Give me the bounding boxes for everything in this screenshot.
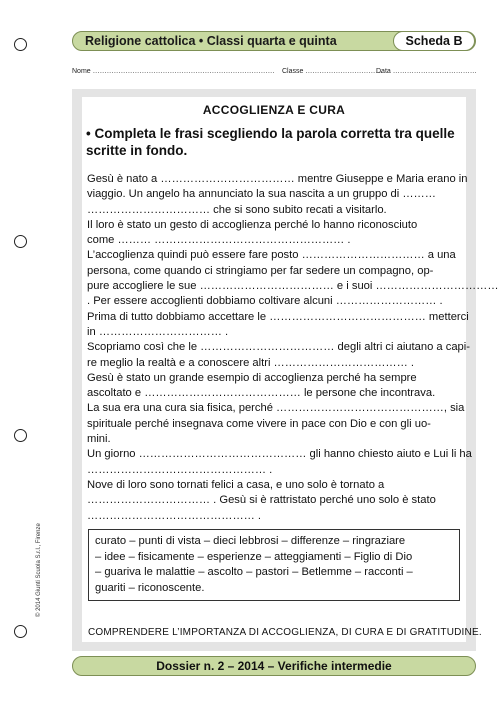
header-title: Religione cattolica • Classi quarta e quinta — [85, 34, 337, 48]
text-line: Scopriamo così che le ……………………………… degli altri ci aiutano a capi- — [87, 341, 470, 354]
text-line: Gesù è nato a ……………………………… mentre Giuseppe e Maria erano in — [87, 173, 468, 185]
worksheet-frame — [72, 89, 499, 651]
text-line: L’accoglienza quindi può essere fare posto …………………………… a una — [87, 249, 456, 262]
text-line: pure accogliere le sue ……………………………… e i suoi …………………………… — [87, 280, 499, 293]
learning-objective: COMPRENDERE L’IMPORTANZA DI ACCOGLIENZA, DI CURA E DI GRATITUDINE. — [88, 627, 482, 638]
binder-hole-2 — [14, 235, 27, 248]
date-field[interactable]: Data ……………………………… — [376, 68, 477, 75]
binder-hole-3 — [14, 429, 27, 442]
class-field[interactable]: Classe …………………………… — [282, 68, 383, 75]
text-line: ascoltato e …………………………………… le persone che incontrava. — [87, 387, 436, 400]
worksheet-title: ACCOGLIENZA E CURA — [202, 103, 346, 117]
text-line: persona, come quando ci stringiamo per far sedere un compagno, op- — [87, 264, 434, 277]
exercise-text — [87, 172, 499, 524]
word-bank-line: – guariva le malattie – ascolto – pastori – Betlemme – racconti – — [95, 566, 413, 579]
text-line: come ……… …………………………………………… . — [87, 234, 351, 247]
text-line: ……………………………………… . — [87, 509, 262, 522]
copyright-notice: © 2014 Giunti Scuola S.r.l., Firenze — [36, 523, 42, 617]
word-bank-line: – idee – fisicamente – esperienze – atteggiamenti – Figlio di Dio — [95, 550, 413, 563]
name-field[interactable]: Nome …………………………………………………………………… — [72, 68, 275, 75]
header-bar — [72, 31, 476, 51]
text-line: . Per essere accoglienti dobbiamo coltivare alcuni ……………………… . — [87, 295, 443, 308]
text-line: mini. — [87, 433, 111, 446]
instruction — [86, 125, 464, 159]
text-line: Gesù è stato un grande esempio di accoglienza perché ha sempre — [87, 371, 417, 384]
text-line: Prima di tutto dobbiamo accettare le …………………………………… metterci — [87, 310, 469, 323]
binder-hole-1 — [14, 38, 27, 51]
footer-bar: Dossier n. 2 – 2014 – Verifiche intermedie — [72, 656, 476, 676]
text-line: Un giorno ……………………………………… gli hanno chiesto aiuto e Lui li ha — [87, 448, 472, 461]
scheda-label: Scheda B — [393, 31, 475, 51]
text-line: Nove di loro sono tornati felici a casa, e uno solo è tornato a — [87, 478, 385, 491]
text-line: re meglio la realtà e a conoscere altri ……………………………… . — [87, 356, 415, 369]
text-line: La sua era una cura sia fisica, perché ………………………………………, sia — [87, 402, 465, 415]
instruction-line: • Completa le frasi scegliendo la parola corretta tra quelle — [86, 126, 455, 141]
binder-hole-4 — [14, 625, 27, 638]
text-line: viaggio. Un angelo ha annunciato la sua nascita a un gruppo di ……… — [87, 188, 436, 201]
text-line: in …………………………… . — [87, 325, 229, 338]
instruction-line: scritte in fondo. — [86, 143, 188, 158]
word-bank-line: curato – punti di vista – dieci lebbrosi – differenze – ringraziare — [95, 535, 406, 547]
word-bank-line: guariti – riconoscente. — [95, 581, 205, 594]
text-line: …………………………… . Gesù si è rattristato perché uno solo è stato — [87, 494, 436, 507]
text-line: spirituale perché insegnava come vivere in pace con Dio e con gli uo- — [87, 417, 431, 430]
word-bank-box — [88, 529, 460, 601]
worksheet-content — [82, 97, 499, 642]
text-line: ………………………………………… . — [87, 463, 273, 476]
text-line: …………………………… che si sono subito recati a visitarlo. — [87, 203, 387, 216]
text-line: Il loro è stato un gesto di accoglienza perché lo hanno riconosciuto — [87, 218, 418, 231]
